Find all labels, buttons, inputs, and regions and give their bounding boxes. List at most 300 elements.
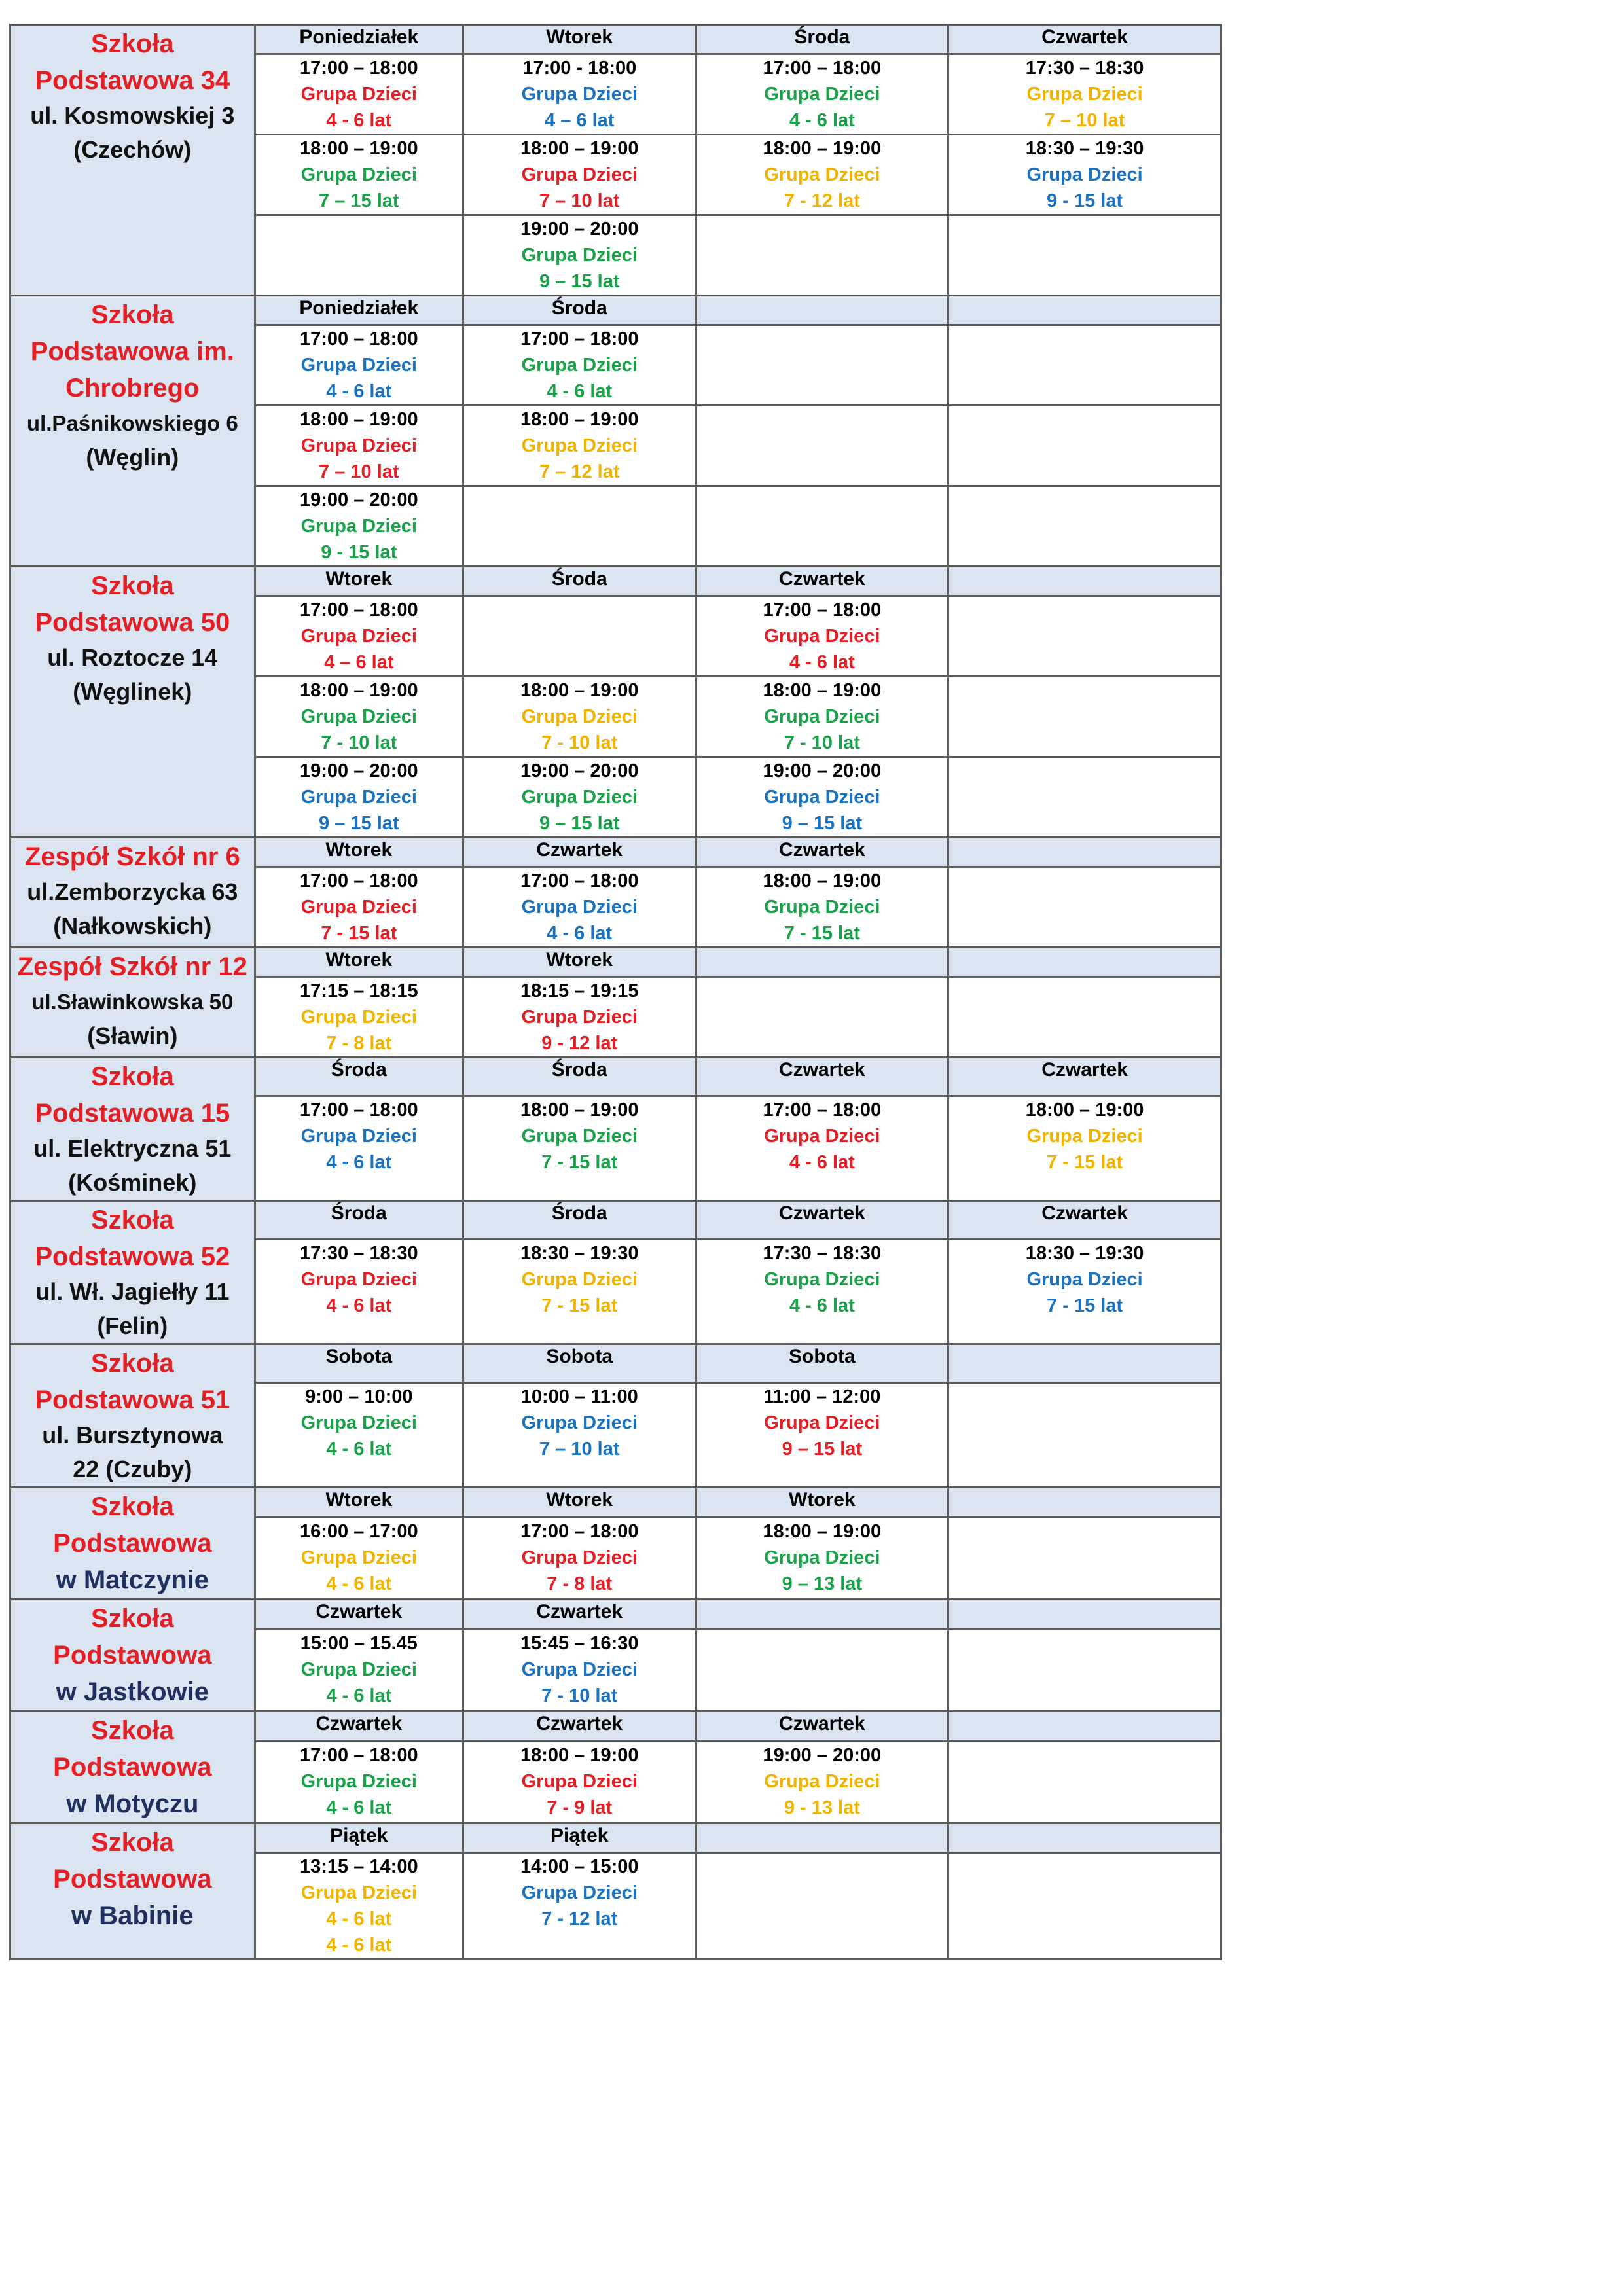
school-name-line: Podstawowa 15 [35, 1099, 230, 1128]
school-address-line: (Nałkowskich) [53, 912, 212, 939]
slot-cell [948, 1853, 1221, 1960]
slot-cell [255, 1629, 463, 1711]
slot-group: Grupa Dzieci [521, 1882, 638, 1903]
school-name-line: Podstawowa 51 [35, 1386, 230, 1414]
day-header [948, 1712, 1221, 1742]
school-name-line: Zespół Szkół nr 12 [17, 952, 247, 981]
school-address-line: (Czechów) [73, 136, 192, 163]
slot-time: 18:30 – 19:30 [520, 1242, 639, 1264]
day-header: Wtorek [255, 838, 463, 867]
school-name-line: Szkoła [90, 300, 174, 329]
school-name-line: Szkoła [90, 1604, 174, 1633]
slot-cell [255, 54, 463, 135]
slot-age: 7 - 15 lat [1047, 1151, 1123, 1173]
slot-age: 7 - 15 lat [541, 1151, 618, 1173]
school-name-line: Szkoła [90, 1349, 174, 1378]
schedule-table [9, 24, 1222, 1960]
slot-cell [696, 325, 948, 406]
slot-age: 4 – 6 lat [545, 110, 615, 131]
day-header [696, 296, 948, 325]
school-address-line: ul. Wł. Jagiełły 11 [35, 1278, 230, 1305]
slot-cell [948, 215, 1221, 296]
school-name-line: Szkoła [90, 29, 174, 58]
slot-time: 18:00 – 19:00 [520, 680, 639, 701]
slot-age: 4 – 6 lat [324, 652, 394, 673]
slot-time: 17:30 – 18:30 [300, 1242, 418, 1264]
school-name-line: Podstawowa 52 [35, 1242, 230, 1271]
slot-age: 7 - 10 lat [321, 732, 397, 753]
slot-cell [255, 135, 463, 215]
slot-cell [948, 757, 1221, 838]
slot-age: 9 - 15 lat [321, 542, 397, 563]
slot-cell [696, 135, 948, 215]
school-address-line: (Sławin) [87, 1022, 178, 1049]
slot-cell [255, 1096, 463, 1200]
slot-time: 17:00 – 18:00 [520, 1520, 639, 1542]
slot-cell [463, 1096, 696, 1200]
slot-group: Grupa Dzieci [764, 1412, 880, 1433]
slot-group: Grupa Dzieci [764, 1125, 880, 1147]
school-name-line: Zespół Szkół nr 6 [24, 842, 240, 871]
school-name-line: Podstawowa 50 [35, 608, 230, 637]
school-location: w Motyczu [66, 1789, 199, 1818]
slot-time: 18:00 – 19:00 [763, 138, 882, 159]
slot-cell [463, 677, 696, 757]
slot-age: 4 - 6 lat [326, 381, 392, 402]
slot-time: 17:00 – 18:00 [520, 870, 639, 891]
slot-time: 17:00 – 18:00 [763, 1099, 882, 1121]
slot-age: 4 - 6 lat [326, 1685, 392, 1706]
slot-cell [255, 325, 463, 406]
slot-time: 19:00 – 20:00 [520, 219, 639, 240]
slot-group: Grupa Dzieci [521, 245, 638, 266]
slot-group: Grupa Dzieci [521, 787, 638, 808]
slot-group: Grupa Dzieci [300, 1882, 417, 1903]
school-address-line: (Felin) [97, 1312, 168, 1339]
day-header: Czwartek [948, 1201, 1221, 1240]
slot-cell [948, 54, 1221, 135]
slot-age: 9 - 15 lat [1047, 190, 1123, 211]
day-header: Poniedziałek [255, 296, 463, 325]
slot-cell [696, 677, 948, 757]
school-location: w Matczynie [56, 1566, 209, 1594]
slot-group: Grupa Dzieci [521, 435, 638, 456]
slot-age: 9 - 13 lat [784, 1797, 860, 1818]
slot-time: 19:00 – 20:00 [763, 761, 882, 781]
school-name-cell [10, 1058, 255, 1201]
slot-cell [255, 596, 463, 677]
school-header-row [10, 1823, 1221, 1853]
slot-age: 7 - 15 lat [541, 1295, 618, 1316]
slot-group: Grupa Dzieci [764, 164, 880, 185]
slot-time: 18:00 – 19:00 [300, 409, 418, 430]
slot-group: Grupa Dzieci [764, 897, 880, 918]
slot-time: 19:00 – 20:00 [520, 761, 639, 781]
slot-time: 15:45 – 16:30 [520, 1632, 639, 1654]
slot-group: Grupa Dzieci [300, 516, 417, 537]
school-name-line: Podstawowa 34 [35, 66, 230, 95]
day-header [948, 296, 1221, 325]
day-header [948, 567, 1221, 596]
slot-age: 7 - 10 lat [784, 732, 860, 753]
slot-group: Grupa Dzieci [764, 626, 880, 647]
school-name-cell [10, 948, 255, 1058]
slot-age: 4 - 6 lat [326, 1573, 392, 1594]
slot-age: 7 - 15 lat [1047, 1295, 1123, 1316]
slot-cell [255, 867, 463, 948]
school-name-cell [10, 296, 255, 567]
slot-age: 9 – 13 lat [782, 1573, 863, 1594]
day-header: Wtorek [255, 948, 463, 977]
slot-group: Grupa Dzieci [521, 84, 638, 105]
school-name-line: Chrobrego [65, 374, 200, 403]
slot-cell [463, 757, 696, 838]
slot-group: Grupa Dzieci [1026, 1268, 1143, 1290]
school-name-line: Szkoła [90, 1828, 174, 1857]
slot-cell [255, 1853, 463, 1960]
slot-time: 17:00 – 18:00 [520, 329, 639, 350]
slot-time: 11:00 – 12:00 [763, 1386, 881, 1407]
slot-group: Grupa Dzieci [300, 1659, 417, 1680]
school-name-cell [10, 1712, 255, 1823]
day-header: Poniedziałek [255, 25, 463, 54]
slot-group: Grupa Dzieci [300, 1268, 417, 1290]
day-header: Środa [255, 1201, 463, 1240]
day-header: Środa [463, 1058, 696, 1096]
school-address-line: ul. Kosmowskiej 3 [30, 102, 235, 129]
school-name-line: Podstawowa [53, 1529, 212, 1558]
slot-group: Grupa Dzieci [521, 1659, 638, 1680]
slot-age: 7 - 12 lat [541, 1909, 618, 1929]
slot-cell [948, 406, 1221, 486]
slot-time: 17:00 – 18:00 [300, 58, 418, 79]
slot-time: 18:00 – 19:00 [763, 680, 882, 701]
slot-group: Grupa Dzieci [521, 1007, 638, 1028]
slot-time: 19:00 – 20:00 [300, 761, 418, 781]
slot-age: 4 - 6 lat [326, 1295, 392, 1316]
slot-time: 18:00 – 19:00 [300, 138, 418, 159]
day-header: Środa [255, 1058, 463, 1096]
slot-cell [255, 486, 463, 567]
slot-cell [696, 867, 948, 948]
slot-time: 18:00 – 19:00 [1025, 1099, 1144, 1121]
slot-cell [696, 1239, 948, 1344]
slot-time: 17:30 – 18:30 [763, 1242, 882, 1264]
slot-group: Grupa Dzieci [300, 164, 417, 185]
day-header: Środa [463, 567, 696, 596]
school-address-line: ul. Elektryczna 51 [33, 1135, 232, 1162]
slot-time: 17:00 – 18:00 [300, 1099, 418, 1121]
slot-group: Grupa Dzieci [300, 787, 417, 808]
day-header: Czwartek [948, 1058, 1221, 1096]
slot-cell [255, 677, 463, 757]
school-name-line: Szkoła [90, 1062, 174, 1091]
slot-cell [463, 54, 696, 135]
slot-cell [463, 867, 696, 948]
slot-group: Grupa Dzieci [1026, 164, 1143, 185]
day-header [696, 1823, 948, 1853]
school-header-row [10, 296, 1221, 325]
day-header: Sobota [463, 1344, 696, 1383]
slot-age: 7 - 15 lat [784, 923, 860, 944]
slot-cell [463, 215, 696, 296]
school-header-row [10, 1058, 1221, 1096]
slot-cell [948, 1239, 1221, 1344]
slot-time: 19:00 – 20:00 [763, 1744, 882, 1766]
slot-group: Grupa Dzieci [521, 1125, 638, 1147]
slot-cell [948, 867, 1221, 948]
day-header: Środa [696, 25, 948, 54]
slot-cell [255, 757, 463, 838]
day-header: Sobota [696, 1344, 948, 1383]
school-name-line: Podstawowa [53, 1753, 212, 1782]
slot-cell [463, 1741, 696, 1823]
school-name-cell [10, 25, 255, 296]
school-address-line: (Węglin) [86, 444, 179, 471]
slot-cell [463, 1853, 696, 1960]
day-header: Wtorek [255, 1488, 463, 1518]
slot-cell [696, 977, 948, 1058]
slot-cell [696, 1096, 948, 1200]
slot-time: 18:00 – 19:00 [300, 680, 418, 701]
school-address-line: ul. Bursztynowa [42, 1422, 223, 1448]
slot-group: Grupa Dzieci [300, 706, 417, 727]
slot-age: 9 – 15 lat [782, 1438, 863, 1460]
school-header-row [10, 1488, 1221, 1518]
slot-cell [696, 1517, 948, 1599]
slot-time: 19:00 – 20:00 [300, 490, 418, 511]
day-header: Czwartek [696, 1712, 948, 1742]
slot-age: 7 – 12 lat [539, 461, 620, 482]
slot-cell [696, 757, 948, 838]
day-header: Środa [463, 296, 696, 325]
slot-group: Grupa Dzieci [764, 1547, 880, 1568]
slot-cell [948, 977, 1221, 1058]
slot-group: Grupa Dzieci [300, 435, 417, 456]
slot-cell [948, 677, 1221, 757]
slot-time: 18:00 – 19:00 [520, 1099, 639, 1121]
school-name-cell [10, 567, 255, 838]
slot-time: 9:00 – 10:00 [305, 1386, 413, 1407]
slot-group: Grupa Dzieci [764, 84, 880, 105]
slot-group: Grupa Dzieci [300, 897, 417, 918]
slot-cell [255, 977, 463, 1058]
school-location: w Jastkowie [56, 1677, 209, 1706]
slot-group: Grupa Dzieci [764, 706, 880, 727]
slot-time: 18:00 – 19:00 [520, 409, 639, 430]
school-name-cell [10, 1344, 255, 1488]
day-header: Środa [463, 1201, 696, 1240]
slot-age: 7 - 15 lat [321, 923, 397, 944]
slot-age: 4 - 6 lat [326, 1438, 392, 1460]
slot-group: Grupa Dzieci [521, 1770, 638, 1792]
slot-age: 7 - 12 lat [784, 190, 860, 211]
slot-cell [696, 406, 948, 486]
school-name-cell [10, 1823, 255, 1960]
slot-time: 13:15 – 14:00 [300, 1856, 418, 1877]
slot-cell [463, 1239, 696, 1344]
slot-group: Grupa Dzieci [1026, 84, 1143, 105]
slot-time: 10:00 – 11:00 [520, 1386, 638, 1407]
slot-group: Grupa Dzieci [300, 626, 417, 647]
slot-time: 17:15 – 18:15 [300, 980, 418, 1001]
school-address-line: ul.Paśnikowskiego 6 [26, 411, 238, 435]
slot-group: Grupa Dzieci [521, 1268, 638, 1290]
slot-group: Grupa Dzieci [764, 787, 880, 808]
school-address-line: 22 (Czuby) [73, 1456, 192, 1482]
slot-time: 18:00 – 19:00 [763, 1520, 882, 1542]
school-header-row [10, 1201, 1221, 1240]
school-header-row [10, 948, 1221, 977]
slot-cell [255, 215, 463, 296]
day-header [948, 1600, 1221, 1630]
slot-age: 7 - 8 lat [326, 1033, 392, 1054]
slot-time: 18:30 – 19:30 [1025, 1242, 1144, 1264]
slot-cell [696, 486, 948, 567]
slot-cell [948, 1629, 1221, 1711]
slot-age: 7 - 10 lat [541, 1685, 618, 1706]
slot-group: Grupa Dzieci [521, 355, 638, 376]
slot-time: 17:00 – 18:00 [763, 600, 882, 620]
slot-group: Grupa Dzieci [300, 1547, 417, 1568]
slot-age: 4 - 6 lat [326, 1151, 392, 1173]
slot-group: Grupa Dzieci [300, 1007, 417, 1028]
school-name-line: Podstawowa im. [30, 337, 234, 366]
school-location: w Babinie [71, 1901, 194, 1930]
slot-cell [696, 215, 948, 296]
slot-age: 4 - 6 lat [547, 381, 613, 402]
school-header-row [10, 1600, 1221, 1630]
slot-cell [463, 406, 696, 486]
day-header [948, 838, 1221, 867]
day-header [696, 1600, 948, 1630]
day-header: Wtorek [463, 948, 696, 977]
slot-cell [255, 1517, 463, 1599]
school-name-cell [10, 1201, 255, 1344]
slot-time: 14:00 – 15:00 [520, 1856, 639, 1877]
slot-group: Grupa Dzieci [300, 1412, 417, 1433]
slot-group: Grupa Dzieci [764, 1268, 880, 1290]
day-header: Czwartek [696, 1058, 948, 1096]
slot-age: 9 – 15 lat [782, 813, 863, 834]
slot-cell [948, 1382, 1221, 1487]
school-address-line: ul.Zemborzycka 63 [27, 878, 238, 905]
slot-group: Grupa Dzieci [300, 1125, 417, 1147]
slot-age: 4 - 6 lat [547, 923, 613, 944]
slot-age: 9 – 15 lat [539, 813, 620, 834]
slot-cell [948, 325, 1221, 406]
slot-age: 4 - 6 lat [326, 1797, 392, 1818]
slot-age: 7 – 10 lat [539, 1438, 620, 1460]
slot-group: Grupa Dzieci [1026, 1125, 1143, 1147]
day-header: Wtorek [696, 1488, 948, 1518]
slot-time: 18:30 – 19:30 [1025, 138, 1144, 159]
day-header: Czwartek [463, 1712, 696, 1742]
school-name-cell [10, 838, 255, 948]
slot-time: 18:15 – 19:15 [520, 980, 639, 1001]
day-header: Czwartek [696, 838, 948, 867]
school-header-row [10, 838, 1221, 867]
day-header: Czwartek [463, 1600, 696, 1630]
slot-age: 9 - 12 lat [541, 1033, 618, 1054]
day-header: Czwartek [696, 1201, 948, 1240]
school-header-row [10, 25, 1221, 54]
slot-group: Grupa Dzieci [521, 1412, 638, 1433]
slot-age: 4 - 6 lat [326, 110, 392, 131]
day-header [948, 1823, 1221, 1853]
school-name-cell [10, 1600, 255, 1712]
slot-age: 4 - 6 lat [789, 110, 855, 131]
school-header-row [10, 567, 1221, 596]
slot-cell [463, 1517, 696, 1599]
slot-cell [696, 1853, 948, 1960]
day-header: Wtorek [463, 1488, 696, 1518]
slot-age: 7 – 10 lat [319, 461, 399, 482]
slot-group: Grupa Dzieci [300, 355, 417, 376]
slot-cell [463, 325, 696, 406]
slot-time: 17:00 – 18:00 [300, 600, 418, 620]
day-header: Czwartek [696, 567, 948, 596]
day-header: Piątek [255, 1823, 463, 1853]
slot-cell [255, 1741, 463, 1823]
school-name-line: Szkoła [90, 571, 174, 600]
school-address-line: ul. Roztocze 14 [47, 644, 218, 671]
school-name-line: Szkoła [90, 1492, 174, 1521]
slot-group: Grupa Dzieci [764, 1770, 880, 1792]
slot-time: 15:00 – 15.45 [300, 1632, 418, 1654]
schedule-body [10, 25, 1221, 1960]
slot-time: 18:00 – 19:00 [763, 870, 882, 891]
slot-cell [463, 135, 696, 215]
slot-age: 4 - 6 lat [789, 1295, 855, 1316]
slot-age: 7 – 15 lat [319, 190, 399, 211]
slot-time: 17:00 - 18:00 [522, 58, 637, 79]
slot-cell [948, 486, 1221, 567]
slot-age: 9 – 15 lat [539, 271, 620, 292]
slot-cell [463, 486, 696, 567]
slot-age: 7 - 9 lat [547, 1797, 613, 1818]
slot-group: Grupa Dzieci [521, 164, 638, 185]
slot-group: Grupa Dzieci [300, 84, 417, 105]
slot-cell [463, 1382, 696, 1487]
slot-time: 17:30 – 18:30 [1025, 58, 1144, 79]
slot-cell [696, 54, 948, 135]
slot-cell [696, 1382, 948, 1487]
slot-cell [948, 135, 1221, 215]
slot-age: 7 - 8 lat [547, 1573, 613, 1594]
slot-time: 17:00 – 18:00 [300, 870, 418, 891]
slot-group: Grupa Dzieci [521, 897, 638, 918]
slot-cell [463, 596, 696, 677]
school-name-line: Podstawowa [53, 1641, 212, 1670]
school-name-line: Podstawowa [53, 1865, 212, 1893]
day-header [696, 948, 948, 977]
slot-time: 17:00 – 18:00 [300, 1744, 418, 1766]
slot-cell [255, 1239, 463, 1344]
day-header: Piątek [463, 1823, 696, 1853]
slot-cell [463, 977, 696, 1058]
school-address-line: ul.Sławinkowska 50 [31, 990, 234, 1014]
slot-age: 7 – 10 lat [539, 190, 620, 211]
slot-time: 18:00 – 19:00 [520, 138, 639, 159]
slot-group: Grupa Dzieci [521, 1547, 638, 1568]
slot-cell [255, 406, 463, 486]
day-header [948, 1488, 1221, 1518]
day-header: Wtorek [463, 25, 696, 54]
slot-age: 4 - 6 lat [326, 1935, 392, 1956]
school-name-line: Szkoła [90, 1716, 174, 1745]
slot-cell [948, 1517, 1221, 1599]
